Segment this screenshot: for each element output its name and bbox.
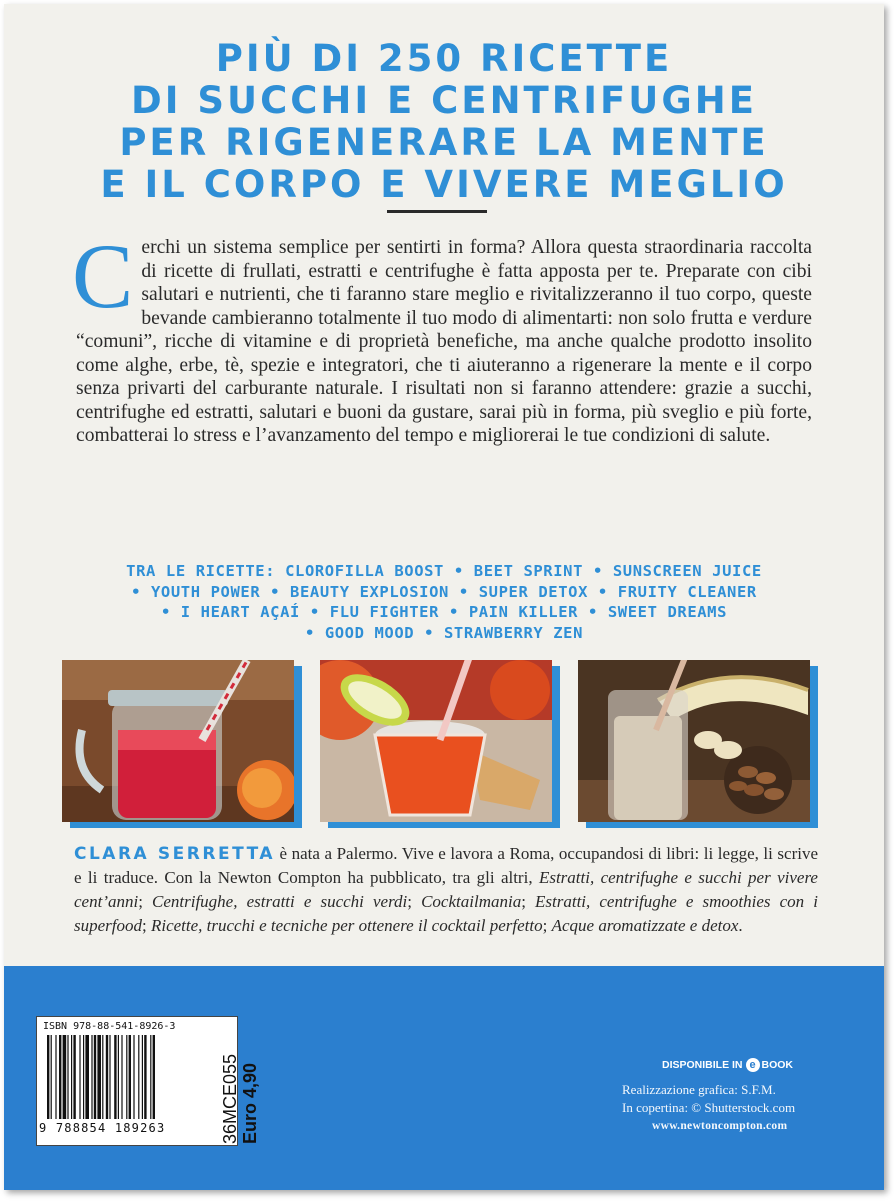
- bio-end: .: [738, 916, 743, 935]
- design-credit: Realizzazione grafica: S.F.M.: [622, 1082, 776, 1097]
- book-back-cover: [4, 4, 884, 1190]
- recipe-line: • YOUTH POWER • BEAUTY EXPLOSION • SUPER DETOX • FRUITY CLEANER: [131, 582, 757, 601]
- book-title: Ricette, trucchi e tecniche per ottenere il cocktail perfetto: [150, 916, 543, 935]
- product-code: 36MCE055: [220, 1053, 240, 1144]
- recipe-line: TRA LE RICETTE: CLOROFILLA BOOST • BEET SPRINT • SUNSCREEN JUICE: [126, 562, 762, 580]
- isbn: ISBN 978-88-541-8926-3: [43, 1021, 176, 1032]
- banana-smoothie-photo: [578, 660, 810, 822]
- separator: ;: [407, 892, 422, 911]
- book-title: Estratti, centrifughe e smoothies con i superfood: [74, 892, 818, 935]
- headline-line: PIÙ DI 250 RICETTE: [215, 37, 673, 80]
- recipe-line: • I HEART AÇAÍ • FLU FIGHTER • PAIN KILLER • SWEET DREAMS: [160, 603, 728, 621]
- headline-line: DI SUCCHI E CENTRIFUGHE: [131, 79, 757, 122]
- book-title: Acque aromatizzate e detox: [551, 916, 739, 935]
- ebook-label: BOOK: [761, 1059, 794, 1071]
- barcode-panel: [36, 1016, 238, 1146]
- bio-text: è nata a Palermo. Vive e lavora a Roma, occupandosi di libri: li legge, li scrive e li traduce. Con la Newton Compton ha pubblicato, tra gli altri,: [74, 844, 818, 887]
- ebook-availability: [662, 1058, 793, 1072]
- headline-line: E IL CORPO E VIVERE MEGLIO: [100, 163, 788, 206]
- website: www.newtoncompton.com: [652, 1120, 788, 1132]
- headline: [4, 38, 884, 206]
- ebook-logo: [746, 1058, 794, 1072]
- cover-credit: In copertina: © Shutterstock.com: [622, 1100, 796, 1115]
- recipe-line: • GOOD MOOD • STRAWBERRY ZEN: [304, 623, 584, 642]
- book-title: Centrifughe, estratti e succhi verdi: [152, 892, 408, 911]
- book-title: Estratti, centrifughe e succhi per vivere cent’anni: [74, 868, 818, 911]
- separator: ;: [542, 916, 552, 935]
- book-title: Cocktailmania: [421, 892, 522, 911]
- divider: [387, 210, 487, 213]
- red-smoothie-photo: [62, 660, 294, 822]
- blurb-text: erchi un sistema semplice per sentirti in forma? Allora questa straordinaria raccolta di ricette di frullati, estratti e centrifughe è fatta apposta per te. Preparate con cibi salutari e nutrienti, che ti faranno stare meglio e rivitalizzeranno il tuo corpo, queste bevande cambieranno totalmente il tuo modo di alimentarti: non solo frutta e verdure “comuni”, ricche di vitamine e di proprietà benefiche, ma anche qualche prodotto insolito come alghe, erbe, tè, spezie e integratori, che ti aiuteranno a rigenerare la mente e il corpo senza privarti del carburante naturale. I risultati non si faranno attendere: grazie a succhi, centrifughe ed estratti, salutari e buoni da gustare, sarai più in forma, più sveglio e più forte, combatterai lo stress e l’avanzamento del tempo e migliorerai le tue condizioni di salute.: [76, 237, 812, 446]
- barcode-graphic: [47, 1035, 211, 1119]
- separator: ;: [138, 892, 153, 911]
- blurb: [72, 225, 812, 448]
- recipe-list: [4, 561, 884, 643]
- separator: ;: [142, 916, 151, 935]
- author-bio: [74, 842, 818, 938]
- author-name: CLARA SERRETTA: [74, 844, 275, 864]
- separator: ;: [521, 892, 536, 911]
- barcode-digits: 9 788854 189263: [39, 1121, 166, 1135]
- price: Euro 4,90: [240, 1062, 260, 1144]
- carrot-juice-photo: [320, 660, 552, 822]
- ebook-prefix: DISPONIBILE IN: [662, 1059, 743, 1071]
- drop-cap: C: [72, 225, 134, 327]
- ebook-e-icon: e: [746, 1058, 760, 1072]
- headline-line: PER RIGENERARE LA MENTE: [119, 121, 769, 164]
